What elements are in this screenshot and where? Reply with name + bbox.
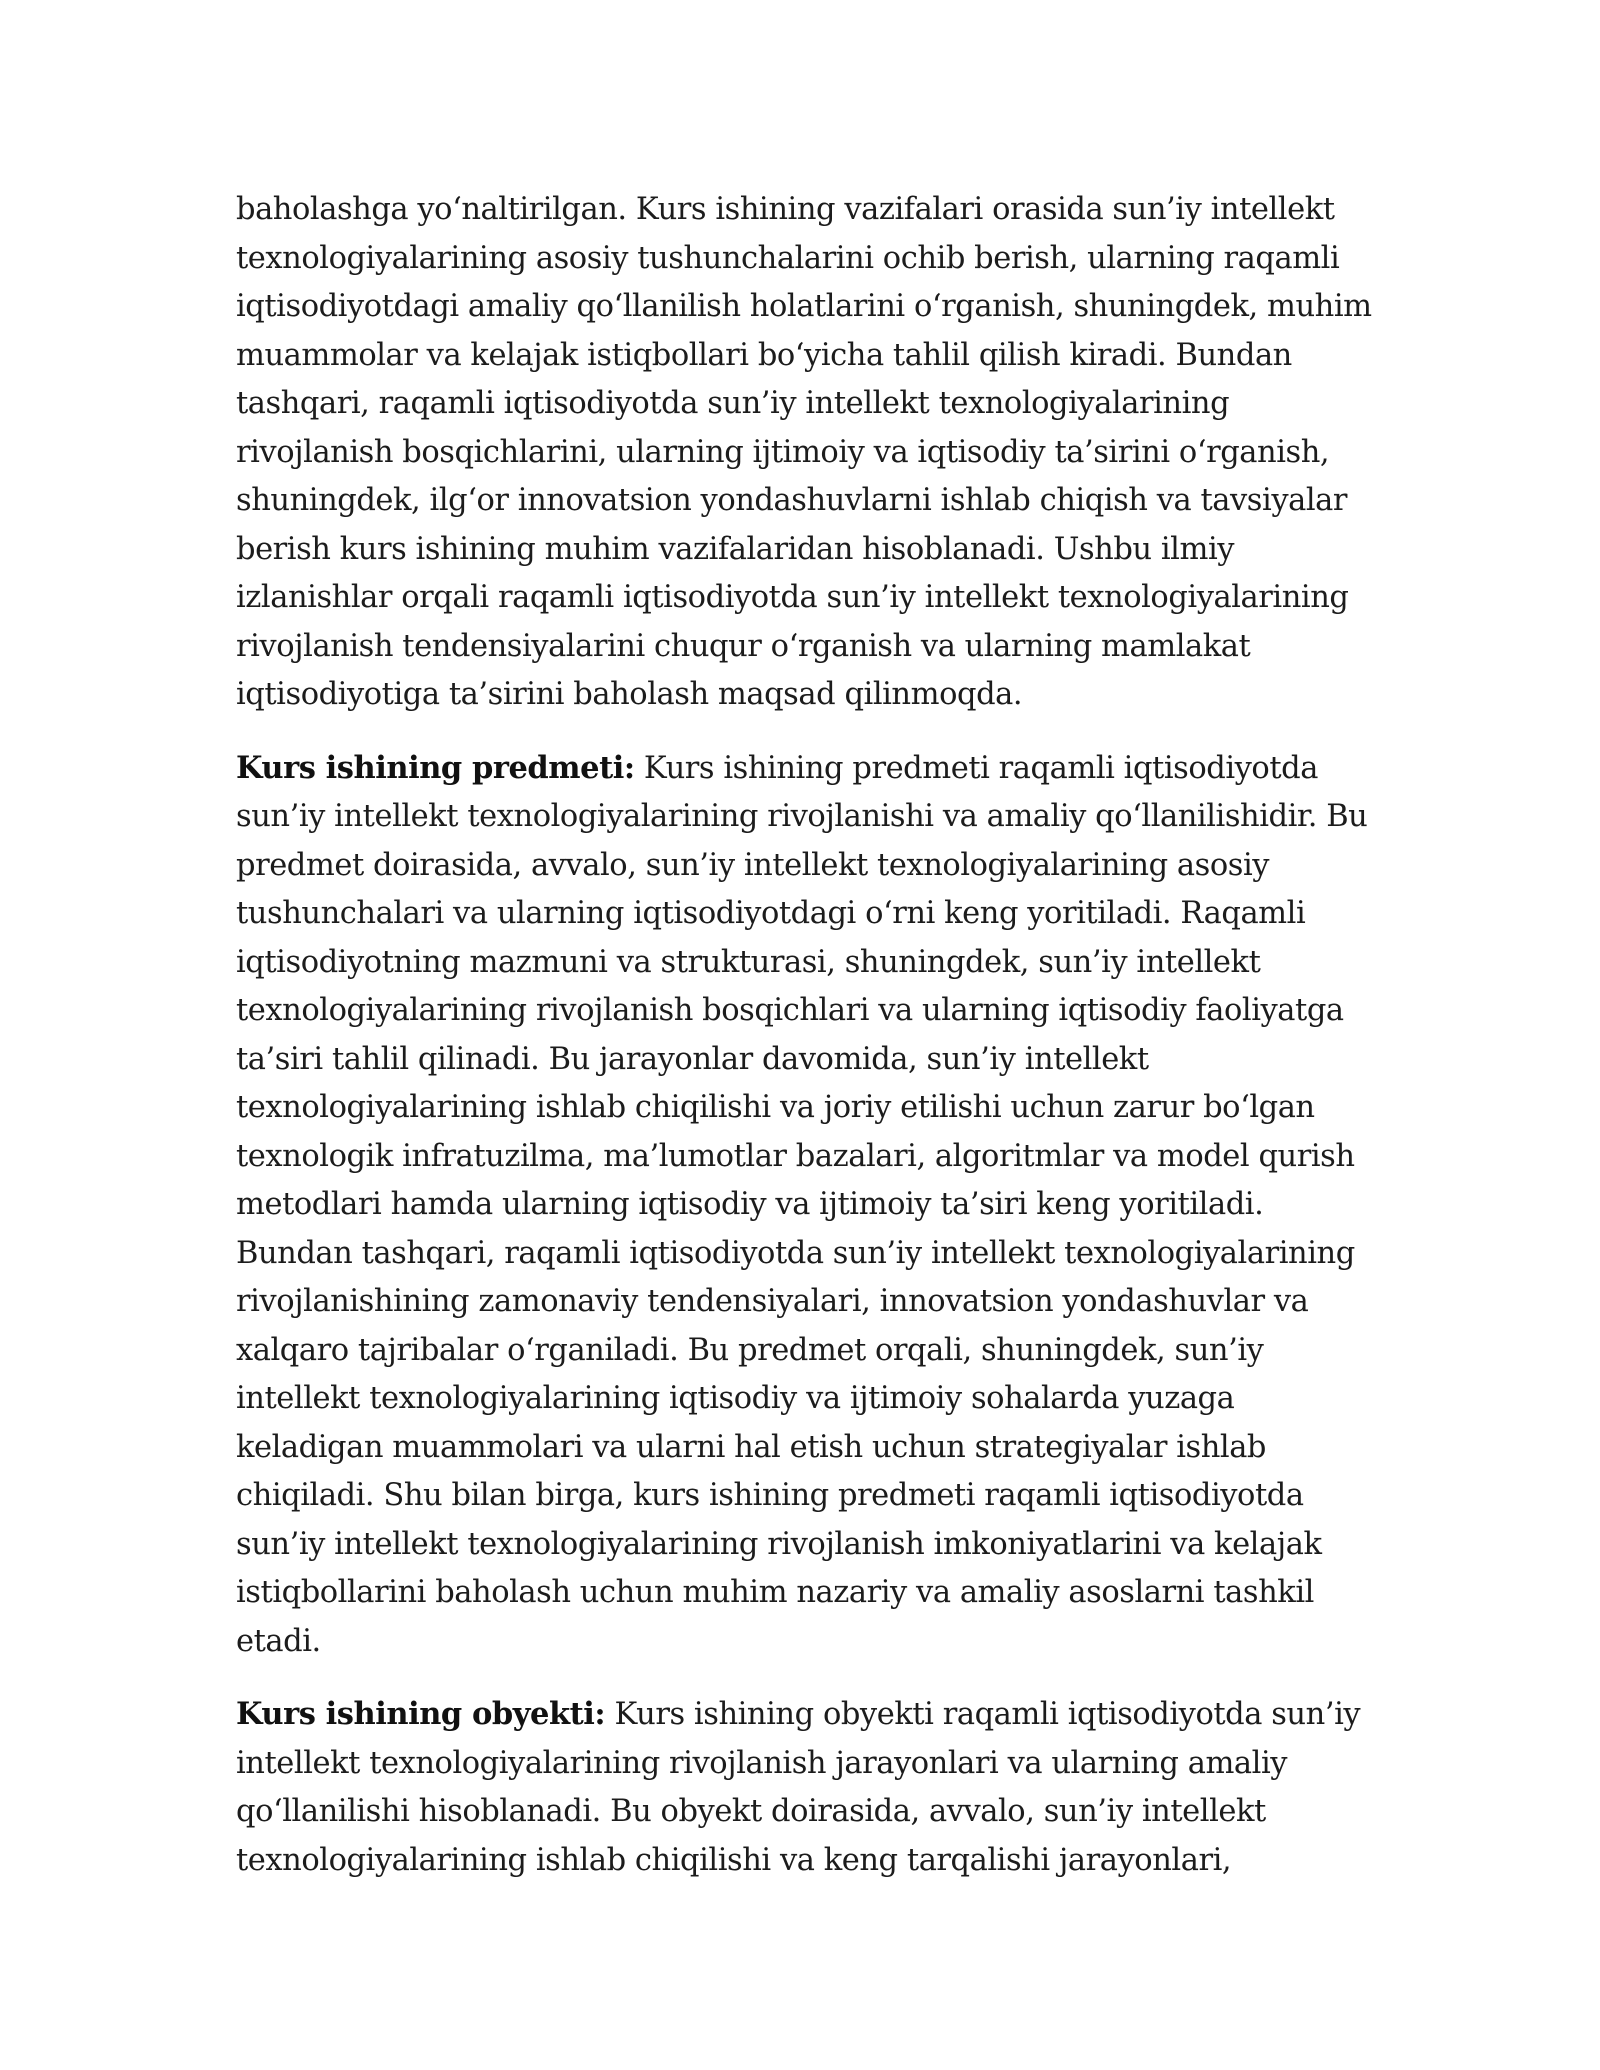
paragraph-text: Kurs ishining predmeti raqamli iqtisodiyotda sun’iy intellekt texnologiyalarining rivojlanishi va amaliy qo‘llanilishidir. Bu predmet doirasida, avvalo, sun’iy intellekt texnologiyalarining asosiy tushunchalari va ularning iqtisodiyotdagi o‘rni keng yoritiladi. Raqamli iqtisodiyotning mazmuni va strukturasi, shuningdek, sun’iy intellekt texnologiyalarining rivojlanish bosqichlari va ularning iqtisodiy faoliyatga ta’siri tahlil qilinadi. Bu jarayonlar davomida, sun’iy intellekt texnologiyalarining ishlab chiqilishi va joriy etilishi uchun zarur bo‘lgan texnologik infratuzilma, ma’lumotlar bazalari, algoritmlar va model qurish metodlari hamda ularning iqtisodiy va ijtimoiy ta’siri keng yoritiladi. Bundan tashqari, raqamli iqtisodiyotda sun’iy intellekt texnologiyalarining rivojlanishining zamonaviy tendensiyalari, innovatsion yondashuvlar va xalqaro tajribalar o‘rganiladi. Bu predmet orqali, shuningdek, sun’iy intellekt texnologiyalarining iqtisodiy va ijtimoiy sohalarda yuzaga keladigan muammolari va ularni hal etish uchun strategiyalar ishlab chiqiladi. Shu bilan birga, kurs ishining predmeti raqamli iqtisodiyotda sun’iy intellekt texnologiyalarining rivojlanish imkoniyatlarini va kelajak istiqbollarini baholash uchun muhim nazariy va amaliy asoslarni tashkil etadi. [236,750,1368,1659]
paragraph-object [236,1690,1376,1885]
paragraph-heading: Kurs ishining obyekti: [236,1696,606,1732]
body-text [236,186,1376,1909]
paragraph-text: Kurs ishining obyekti raqamli iqtisodiyotda sun’iy intellekt texnologiyalarining rivojlanish jarayonlari va ularning amaliy qo‘llanilishi hisoblanadi. Bu obyekt doirasida, avvalo, sun’iy intellekt texnologiyalarining ishlab chiqilishi va keng tarqalishi jarayonlari, [236,1697,1361,1878]
paragraph-intro-continuation [236,186,1376,720]
paragraph-heading: Kurs ishining predmeti: [236,749,635,786]
paragraph-subject [236,744,1376,1667]
paragraph-text: baholashga yo‘naltirilgan. Kurs ishining vazifalari orasida sun’iy intellekt texnologiyalarining asosiy tushunchalarini ochib berish, ularning raqamli iqtisodiyotdagi amaliy qo‘llanilish holatlarini o‘rganish, shuningdek, muhim muammolar va kelajak istiqbollari bo‘yicha tahlil qilish kiradi. Bundan tashqari, raqamli iqtisodiyotda sun’iy intellekt texnologiyalarining rivojlanish bosqichlarini, ularning ijtimoiy va iqtisodiy ta’sirini o‘rganish, shuningdek, ilg‘or innovatsion yondashuvlarni ishlab chiqish va tavsiyalar berish kurs ishining muhim vazifalaridan hisoblanadi. Ushbu ilmiy izlanishlar orqali raqamli iqtisodiyotda sun’iy intellekt texnologiyalarining rivojlanish tendensiyalarini chuqur o‘rganish va ularning mamlakat iqtisodiyotiga ta’sirini baholash maqsad qilinmoqda. [236,192,1372,712]
